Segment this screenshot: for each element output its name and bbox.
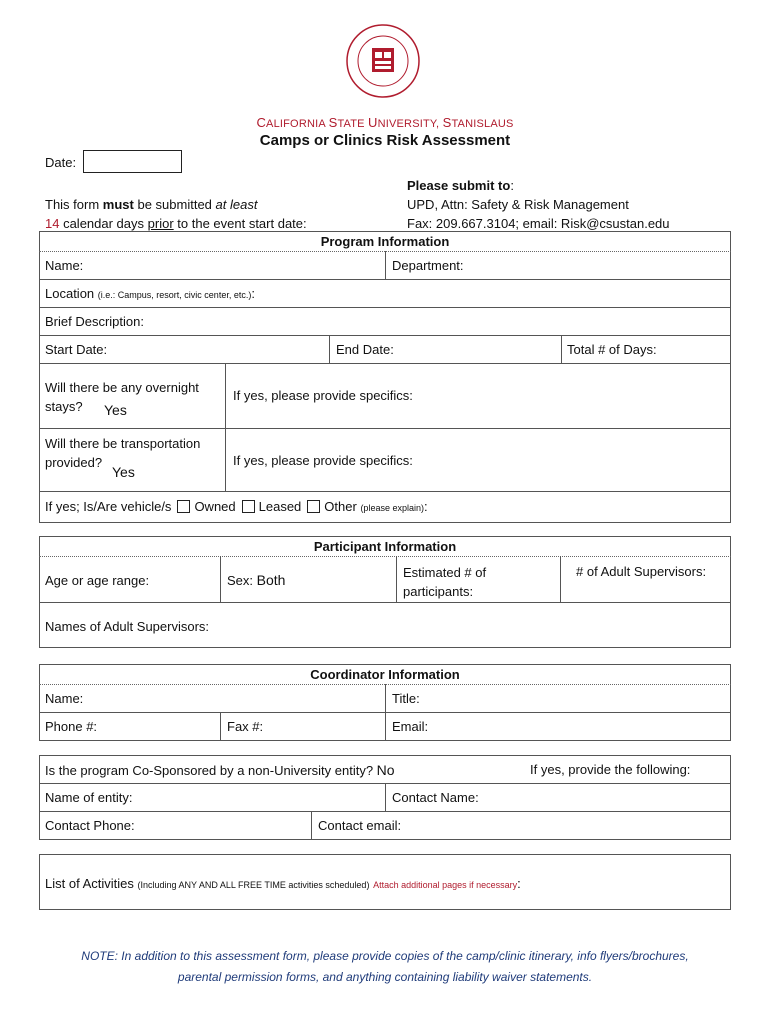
submission-deadline-note: This form must be submitted at least 14 calendar days prior to the event start date: [45, 197, 307, 231]
adult-supervisor-names-field[interactable]: Names of Adult Supervisors: [45, 619, 210, 634]
sex-value: Both [256, 572, 286, 588]
contact-info: Fax: 209.667.3104; email: Risk@csustan.edu [407, 216, 670, 231]
sex-field[interactable]: Sex: Both [227, 572, 286, 588]
overnight-question: Will there be any overnight stays? [45, 380, 199, 414]
owned-checkbox[interactable] [177, 500, 190, 513]
transportation-specifics-field[interactable]: If yes, please provide specifics: [233, 453, 413, 468]
form-title: Camps or Clinics Risk Assessment [259, 132, 511, 149]
contact-phone-field[interactable]: Contact Phone: [45, 818, 135, 833]
total-days-field[interactable]: Total # of Days: [567, 342, 657, 357]
cosponsor-question: Is the program Co-Sponsored by a non-University entity? No [45, 762, 395, 778]
cosponsor-answer[interactable]: No [376, 762, 395, 778]
overnight-answer[interactable]: Yes [104, 402, 127, 418]
coordinator-name-field[interactable]: Name: [45, 691, 84, 706]
date-label: Date: [45, 155, 77, 170]
activities-label: List of Activities (Including ANY AND ALL FREE TIME activities scheduled) Attach additional pages if necessary: [45, 876, 521, 891]
department-field[interactable]: Department: [392, 258, 464, 273]
coordinator-fax-field[interactable]: Fax #: [227, 719, 264, 734]
estimated-participants-field[interactable]: Estimated # of participants: [403, 565, 487, 599]
footer-note: NOTE: In addition to this assessment form, please provide copies of the camp/clinic itinerary, info flyers/brochures, parental permission forms, and anything containing liability waiver statements. [81, 949, 689, 984]
leased-checkbox[interactable] [242, 500, 255, 513]
university-seal-logo [346, 24, 420, 98]
transportation-answer[interactable]: Yes [112, 464, 135, 480]
participant-information-title: Participant Information [313, 539, 457, 554]
university-name: CALIFORNIA STATE UNIVERSITY, STANISLAUS [256, 115, 514, 130]
coordinator-phone-field[interactable]: Phone #: [45, 719, 98, 734]
coordinator-information-title: Coordinator Information [310, 667, 460, 682]
submit-to-block: Please submit to: UPD, Attn: Safety & Risk Management Fax: 209.667.3104; email: Risk@csustan.edu [407, 178, 670, 231]
date-field[interactable] [83, 150, 182, 173]
adult-supervisors-count-field[interactable]: # of Adult Supervisors: [576, 564, 707, 579]
contact-name-field[interactable]: Contact Name: [392, 790, 479, 805]
location-field[interactable]: Location (i.e.: Campus, resort, civic center, etc.): [45, 286, 255, 301]
brief-description-field[interactable]: Brief Description: [45, 314, 144, 329]
overnight-specifics-field[interactable]: If yes, please provide specifics: [233, 388, 413, 403]
other-checkbox[interactable] [307, 500, 320, 513]
program-name-field[interactable]: Name: [45, 258, 84, 273]
end-date-field[interactable]: End Date: [336, 342, 394, 357]
coordinator-title-field[interactable]: Title: [392, 691, 420, 706]
start-date-field[interactable]: Start Date: [45, 342, 108, 357]
coordinator-email-field[interactable]: Email: [392, 719, 429, 734]
age-range-field[interactable]: Age or age range: [45, 573, 150, 588]
vehicle-type-row: If yes; Is/Are vehicle/s Owned Leased Other (please explain): [45, 499, 428, 514]
cosponsor-if-yes-label: If yes, provide the following: [530, 762, 691, 777]
transportation-question: Will there be transportation provided? [45, 436, 201, 470]
program-information-title: Program Information [320, 234, 450, 249]
entity-name-field[interactable]: Name of entity: [45, 790, 133, 805]
contact-email-field[interactable]: Contact email: [318, 818, 402, 833]
